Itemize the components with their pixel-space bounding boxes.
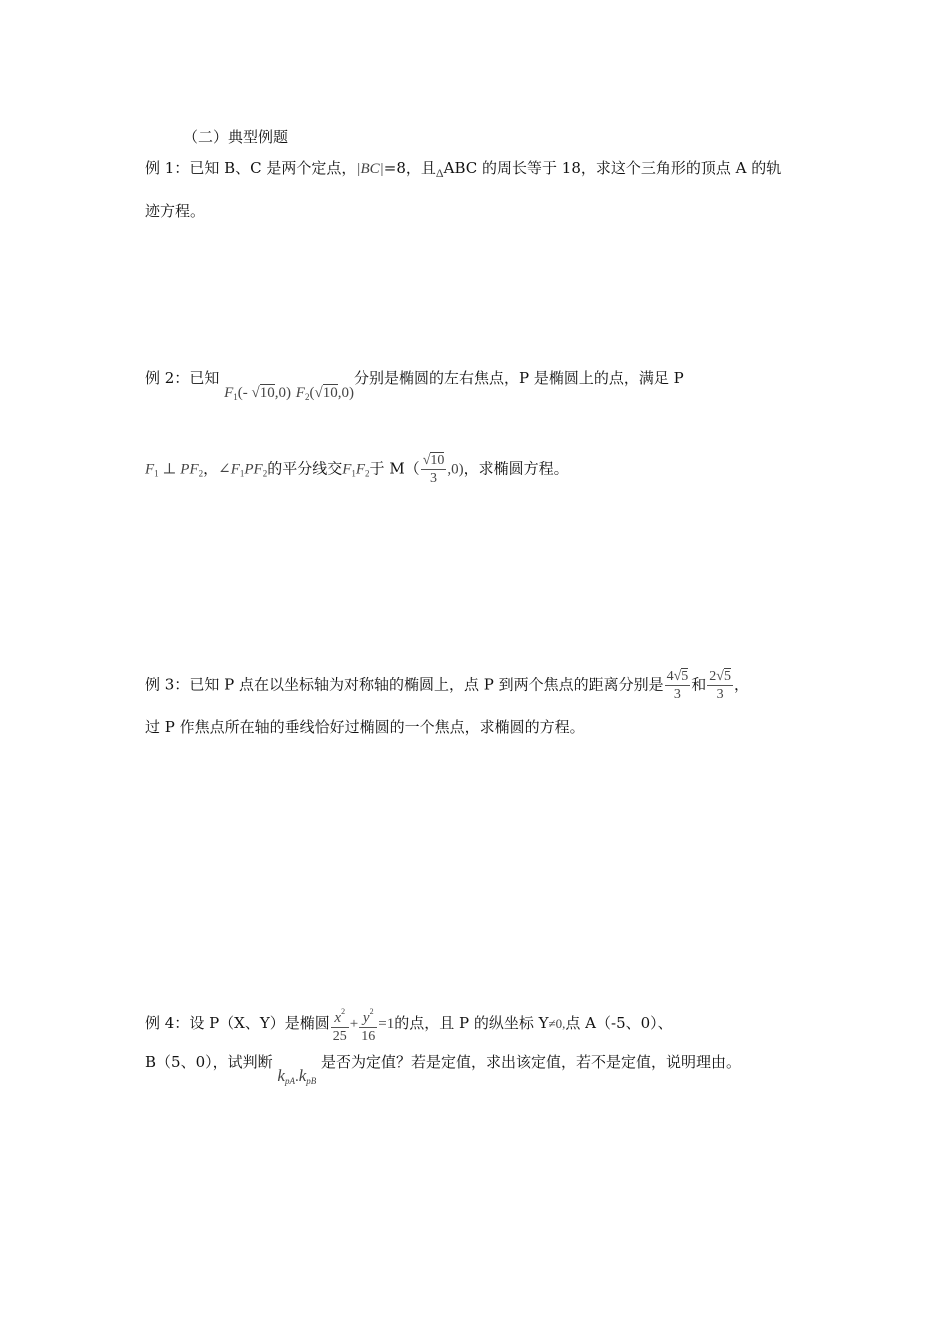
bc-length: |BC| (356, 161, 384, 177)
angle-expression: ∠F (218, 461, 240, 478)
m-x-fraction: $\frac{√10}{3}$ (422, 453, 445, 486)
slope-product: $k_{pA}.k_{pB}$ (277, 1066, 317, 1086)
triangle-symbol: Δ (435, 166, 444, 180)
distance-2-fraction: $\frac{2√5}{3}$ (709, 669, 731, 702)
example-3-label: 例 3： (145, 675, 190, 694)
example-4-line-2: B（5、0），试判断 $k_{pA}.k_{pB}$ 是否为定值？若是定值，求出该定值，若不是定值，说明理由。 (145, 1052, 741, 1091)
example-2-line-1: 例 2：已知 $F_1(-$ √10,0) $F_2(√10,0)$分别是椭圆的左右焦点，P 是椭圆上的点，满足 P (145, 368, 684, 407)
example-4-line-1: 例 4：设 P（X、Y）是椭圆 $\frac{x^2}{25}$ + $\frac{y^2}{16}$ =1的点，且 P 的纵坐标 Y≠0,点 A（-5、0）、 (145, 1003, 673, 1045)
perpendicular-symbol: ⊥ (158, 461, 181, 478)
example-2-line-2: $F_1$ ⊥ $PF_2$，$\angle F_1PF_2$的平分线交$F_1F_2$于 M（ $\frac{√10}{3}$ ,0)，求椭圆方程。 (145, 453, 569, 486)
focus-f2: $F_2(√10,0)$ (295, 385, 354, 402)
example-2-label: 例 2： (145, 369, 190, 387)
distance-1-fraction: $\frac{4√5}{3}$ (666, 669, 689, 702)
ellipse-y-term: $\frac{y^2}{16}$ (361, 1007, 376, 1044)
focus-f1: $F_1(-$ √10,0) (224, 385, 292, 402)
example-1-label: 例 1： (145, 159, 190, 177)
example-4-label: 例 4： (145, 1014, 190, 1032)
ellipse-x-term: $\frac{x^2}{25}$ (332, 1007, 347, 1044)
example-1-line-1: 例 1：已知 B、C 是两个定点，|BC|=8，且$_\Delta$ABC 的周长等于 18，求这个三角形的顶点 A 的轨 (145, 159, 782, 180)
example-3-line-2: 过 P 作焦点所在轴的垂线恰好过椭圆的一个焦点，求椭圆的方程。 (145, 718, 585, 736)
example-1-line-2: 迹方程。 (145, 202, 206, 220)
example-3-line-1: 例 3：已知 P 点在以坐标轴为对称轴的椭圆上，点 P 到两个焦点的距离分别是 $\frac{4√5}{3}$ 和 $\frac{2√5}{3}$ ， (145, 669, 749, 702)
section-title: （二）典型例题 (183, 128, 289, 146)
